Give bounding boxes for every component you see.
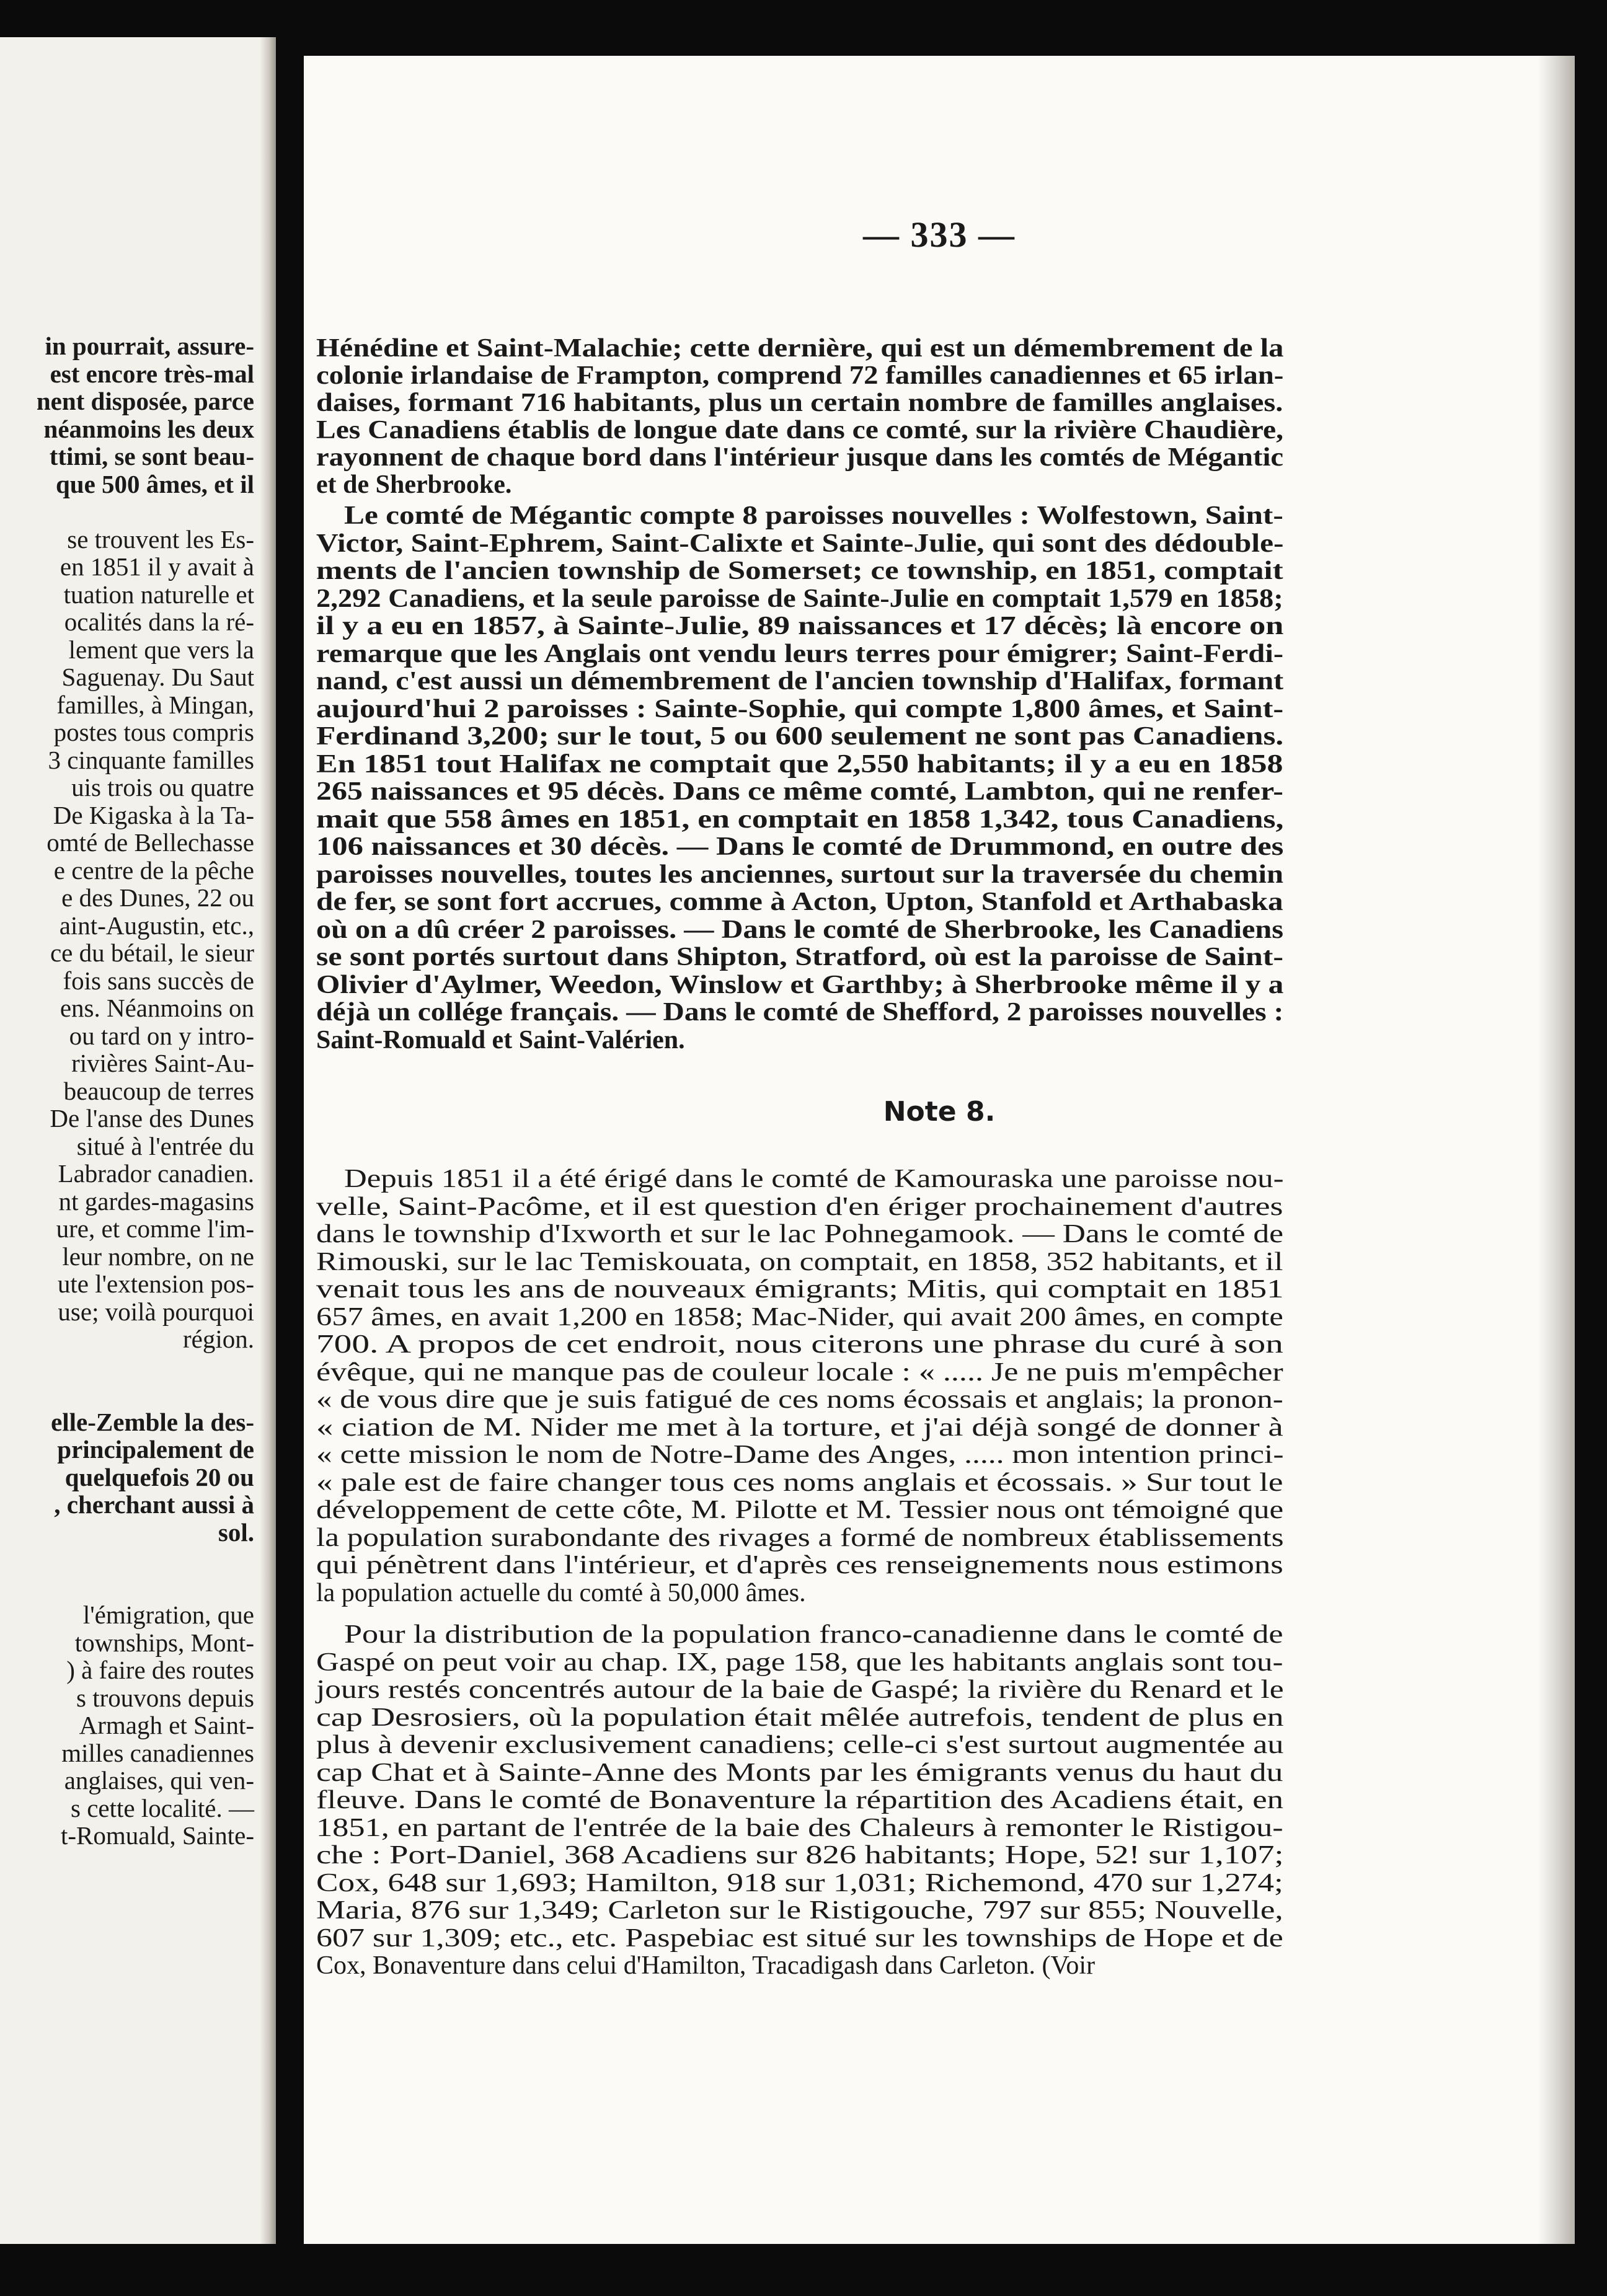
left-page-line: lement que vers la: [68, 635, 254, 664]
left-page-line: est encore très-mal: [50, 359, 254, 388]
text-line: aujourd'hui 2 paroisses : Sainte-Sophie, qui compte 1,800 âmes, et Saint-: [316, 694, 1284, 723]
left-page-line: rivières Saint-Au-: [71, 1049, 254, 1077]
text-line: fleuve. Dans le comté de Bonaventure la répartition des Acadiens était, en: [316, 1786, 1284, 1814]
left-page-line: que 500 âmes, et il: [56, 469, 254, 498]
text-line: jours restés concentrés autour de la baie de Gaspé; la rivière du Renard et le: [316, 1676, 1284, 1704]
text-line: 106 naissances et 30 décès. — Dans le comté de Drummond, en outre des: [316, 832, 1284, 861]
text-line: « de vous dire que je suis fatigué de ces noms écossais et anglais; la pronon-: [316, 1385, 1283, 1414]
text-line: mait que 558 âmes en 1851, en comptait en 1858 1,342, tous Canadiens,: [316, 805, 1284, 834]
left-page-line: néanmoins les deux: [43, 414, 254, 443]
text-line: En 1851 tout Halifax ne comptait que 2,550 habitants; il y a eu en 1858: [316, 749, 1283, 779]
page-edge: [1538, 56, 1575, 2244]
left-page-line: anglaises, qui ven-: [64, 1766, 254, 1795]
text-line: daises, formant 716 habitants, plus un certain nombre de familles anglaises.: [316, 389, 1283, 417]
text-line: Depuis 1851 il a été érigé dans le comté de Kamouraska une paroisse nou-: [344, 1165, 1284, 1193]
text-line: Cox, 648 sur 1,693; Hamilton, 918 sur 1,031; Richemond, 470 sur 1,274;: [316, 1868, 1283, 1897]
left-page-line: elle-Zemble la des-: [51, 1407, 254, 1436]
text-line: che : Port-Daniel, 368 Acadiens sur 826 habitants; Hope, 52! sur 1,107;: [316, 1841, 1284, 1870]
left-page-line: fois sans succès de: [63, 966, 254, 995]
text-line: « pale est de faire changer tous ces noms anglais et écossais. » Sur tout le: [316, 1468, 1283, 1497]
left-page-line: Armagh et Saint-: [79, 1711, 254, 1739]
left-page-line: ttimi, se sont beau-: [49, 442, 254, 470]
left-page-line: in pourrait, assure-: [45, 332, 254, 360]
text-line: Saint-Romuald et Saint-Valérien.: [316, 1025, 685, 1054]
left-page-line: leur nombre, on ne: [62, 1242, 254, 1271]
left-page-line: ce du bétail, le sieur: [50, 938, 254, 967]
left-page-line: l'émigration, que: [82, 1601, 254, 1629]
left-page-line: uis trois ou quatre: [71, 773, 254, 801]
left-page-line: situé à l'entrée du: [76, 1131, 254, 1160]
text-line: plus à devenir exclusivement canadiens; celle-ci s'est surtout augmentée au: [316, 1731, 1284, 1759]
left-page-line: ou tard on y intro-: [69, 1021, 254, 1050]
text-line: Rimouski, sur le lac Temiskouata, on comptait, en 1858, 352 habitants, et il: [316, 1247, 1283, 1276]
left-page-line: nt gardes-magasins: [58, 1186, 254, 1216]
text-line: rayonnent de chaque bord dans l'intérieur jusque dans les comtés de Mégantic: [316, 443, 1284, 472]
text-line: remarque que les Anglais ont vendu leurs terres pour émigrer; Saint-Ferdi-: [316, 639, 1284, 668]
text-line: où on a dû créer 2 paroisses. — Dans le comté de Sherbrooke, les Canadiens: [316, 915, 1284, 944]
left-page-line: ens. Néanmoins on: [60, 994, 254, 1022]
text-line: 607 sur 1,309; etc., etc. Paspebiac est situé sur les townships de Hope et de: [316, 1923, 1283, 1953]
text-line: ments de l'ancien township de Somerset; ce township, en 1851, comptait: [316, 557, 1283, 585]
text-line: Hénédine et Saint-Malachie; cette dernière, qui est un démembrement de la: [316, 334, 1284, 363]
left-page-line: en 1851 il y avait à: [60, 552, 254, 581]
left-page-line: use; voilà pourquoi: [58, 1297, 254, 1326]
text-line: se sont portés surtout dans Shipton, Stratford, où est la paroisse de Saint-: [316, 943, 1284, 971]
text-line: « cette mission le nom de Notre-Dame des Anges, ..... mon intention princi-: [316, 1441, 1284, 1469]
left-page-line: townships, Mont-: [74, 1628, 254, 1657]
left-page-line: De Kigaska à la Ta-: [53, 800, 254, 829]
text-line: 1851, en partant de l'entrée de la baie des Chaleurs à remonter le Ristigou-: [316, 1813, 1283, 1842]
text-line: « ciation de M. Nider me met à la torture, et j'ai déjà songé de donner à: [316, 1413, 1283, 1442]
left-page-line: nent disposée, parce: [36, 387, 254, 415]
text-line: paroisses nouvelles, toutes les anciennes, surtout sur la traversée du chemin: [316, 860, 1284, 889]
left-page-line: Labrador canadien.: [58, 1159, 254, 1188]
text-line: il y a eu en 1857, à Sainte-Julie, 89 naissances et 17 décès; là encore on: [316, 612, 1284, 640]
left-page-line: ) à faire des routes: [66, 1656, 254, 1684]
left-page-line: t-Romuald, Sainte-: [60, 1821, 254, 1850]
page-gutter: [260, 37, 276, 2244]
text-line: dans le township d'Ixworth et sur le lac Pohnegamook. — Dans le comté de: [316, 1220, 1283, 1248]
left-page-line: familles, à Mingan,: [56, 690, 254, 719]
text-line: Maria, 876 sur 1,349; Carleton sur le Ristigouche, 797 sur 855; Nouvelle,: [316, 1896, 1283, 1925]
text-line: cap Desrosiers, où la population était mêlée autrefois, tendent de plus en: [316, 1703, 1284, 1732]
text-line: évêque, qui ne manque pas de couleur locale : « ..... Je ne puis m'empêcher: [316, 1358, 1283, 1387]
text-line: Victor, Saint-Ephrem, Saint-Calixte et Sainte-Julie, qui sont des dédouble-: [316, 529, 1284, 558]
text-line: nand, c'est aussi un démembrement de l'ancien township d'Halifax, formant: [316, 667, 1284, 695]
left-page-line: quelquefois 20 ou: [64, 1462, 254, 1491]
left-page-line: ure, et comme l'im-: [56, 1214, 254, 1243]
left-page-line: ute l'extension pos-: [57, 1269, 254, 1298]
left-page-line: e des Dunes, 22 ou: [61, 883, 254, 912]
left-page-line: milles canadiennes: [61, 1738, 254, 1767]
text-line: qui pénètrent dans l'intérieur, et d'après ces renseignements nous estimons: [316, 1551, 1283, 1579]
left-page-line: beaucoup de terres: [63, 1076, 254, 1105]
text-line: cap Chat et à Sainte-Anne des Monts par les émigrants venus du haut du: [316, 1758, 1283, 1787]
text-line: développement de cette côte, M. Pilotte et M. Tessier nous ont témoigné que: [316, 1496, 1284, 1524]
text-line: 265 naissances et 95 décès. Dans ce même comté, Lambton, qui ne renfer-: [316, 777, 1283, 806]
left-page-line: se trouvent les Es-: [67, 524, 254, 554]
text-line: Olivier d'Aylmer, Weedon, Winslow et Garthby; à Sherbrooke même il y a: [316, 970, 1284, 999]
page-number: — 333 —: [863, 214, 1016, 255]
left-page-line: ocalités dans la ré-: [64, 607, 254, 636]
left-page-line: e centre de la pêche: [53, 855, 254, 885]
text-line: et de Sherbrooke.: [316, 470, 512, 499]
left-page-line: région.: [183, 1325, 254, 1353]
left-page-line: sol.: [218, 1517, 254, 1547]
left-page-line: 3 cinquante familles: [48, 745, 254, 774]
text-line: la population actuelle du comté à 50,000 âmes.: [316, 1578, 806, 1607]
text-line: colonie irlandaise de Frampton, comprend 72 familles canadiennes et 65 irlan-: [316, 361, 1284, 390]
note-heading: Note 8.: [883, 1096, 996, 1128]
text-line: la population surabondante des rivages a formé de nombreux établissements: [316, 1523, 1284, 1552]
left-page-line: Saguenay. Du Saut: [61, 663, 254, 691]
left-page-line: De l'anse des Dunes: [50, 1104, 254, 1133]
text-line: 700. A propos de cet endroit, nous citerons une phrase du curé à son: [316, 1330, 1283, 1359]
left-page-line: , cherchant aussi à: [54, 1490, 254, 1519]
left-page: [0, 37, 276, 2244]
text-line: de fer, se sont fort accrues, comme à Acton, Upton, Stanfold et Arthabaska: [316, 888, 1283, 916]
right-page: [304, 56, 1575, 2244]
text-line: Le comté de Mégantic compte 8 paroisses nouvelles : Wolfestown, Saint-: [344, 501, 1283, 530]
left-page-line: tuation naturelle et: [63, 580, 254, 609]
left-page-line: aint-Augustin, etc.,: [59, 911, 254, 940]
left-page-line: principalement de: [57, 1435, 254, 1464]
left-page-line: s cette localité. —: [71, 1793, 254, 1822]
text-line: velle, Saint-Pacôme, et il est question d'en ériger prochainement d'autres: [316, 1192, 1283, 1221]
text-line: Ferdinand 3,200; sur le tout, 5 ou 600 seulement ne sont pas Canadiens.: [316, 722, 1284, 751]
left-page-line: omté de Bellechasse: [46, 828, 254, 857]
text-line: venait tous les ans de nouveaux émigrants; Mitis, qui comptait en 1851: [316, 1275, 1284, 1304]
left-page-line: postes tous compris: [53, 718, 254, 746]
text-line: Les Canadiens établis de longue date dans ce comté, sur la rivière Chaudière,: [316, 416, 1283, 444]
text-line: Pour la distribution de la population franco-canadienne dans le comté de: [344, 1620, 1283, 1649]
left-page-line: s trouvons depuis: [76, 1683, 254, 1712]
text-line: déjà un collége français. — Dans le comté de Shefford, 2 paroisses nouvelles :: [316, 998, 1284, 1027]
text-line: Gaspé on peut voir au chap. IX, page 158, que les habitants anglais sont tou-: [316, 1648, 1283, 1677]
text-line: Cox, Bonaventure dans celui d'Hamilton, Tracadigash dans Carleton. (Voir: [316, 1951, 1096, 1980]
text-line: 657 âmes, en avait 1,200 en 1858; Mac-Nider, qui avait 200 âmes, en compte: [316, 1302, 1283, 1331]
text-line: 2,292 Canadiens, et la seule paroisse de Sainte-Julie en comptait 1,579 en 1858;: [316, 584, 1283, 613]
